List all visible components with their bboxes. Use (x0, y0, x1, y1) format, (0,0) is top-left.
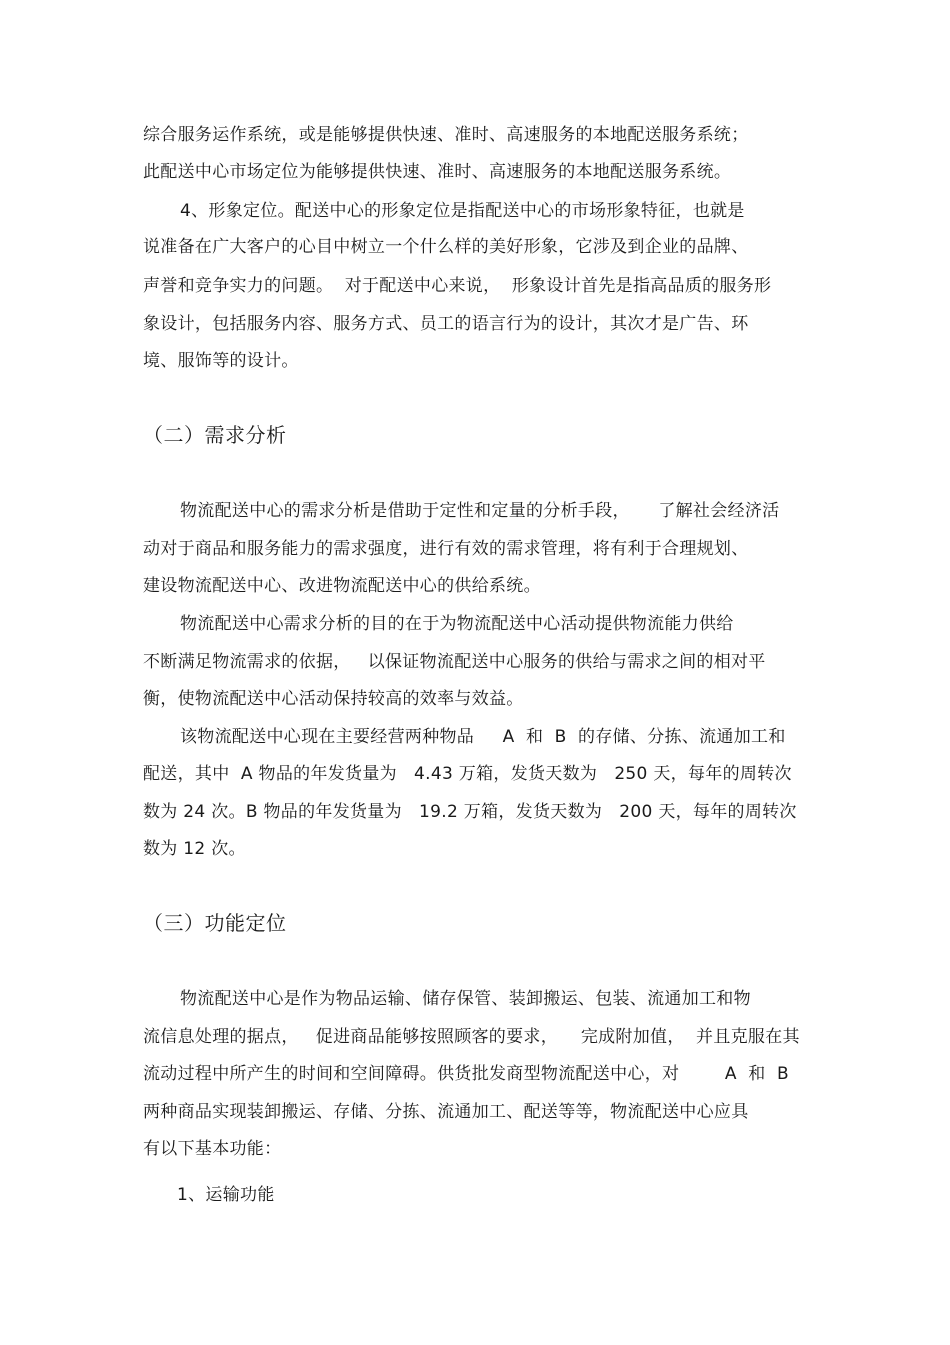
paragraph-line: 象设计，包括服务内容、服务方式、员工的语言行为的设计，其次才是广告、环 (143, 314, 749, 334)
paragraph-line: 配送，其中 A 物品的年发货量为 4.43 万箱，发货天数为 250 天，每年的周转次 (143, 764, 792, 784)
paragraph-line: 动对于商品和服务能力的需求强度，进行有效的需求管理，将有利于合理规划、 (143, 539, 749, 559)
paragraph-line: 数为 12 次。 (143, 839, 246, 859)
paragraph-line: 物流配送中心是作为物品运输、储存保管、装卸搬运、包装、流通加工和物 (180, 989, 751, 1009)
section-heading-demand-analysis: （二）需求分析 (143, 423, 287, 447)
paragraph-line: 不断满足物流需求的依据， 以保证物流配送中心服务的供给与需求之间的相对平 (143, 652, 766, 672)
paragraph-line: 4、形象定位。配送中心的形象定位是指配送中心的市场形象特征，也就是 (180, 201, 745, 221)
paragraph-line: 说准备在广大客户的心目中树立一个什么样的美好形象，它涉及到企业的品牌、 (143, 237, 749, 257)
section-heading-function-positioning: （三）功能定位 (143, 911, 287, 935)
paragraph-line: 此配送中心市场定位为能够提供快速、准时、高速服务的本地配送服务系统。 (143, 162, 732, 182)
list-item-transport-function: 1、运输功能 (177, 1185, 275, 1205)
paragraph-line: 流信息处理的据点， 促进商品能够按照顾客的要求， 完成附加值， 并且克服在其 (143, 1027, 800, 1047)
paragraph-line: 物流配送中心的需求分析是借助于定性和定量的分析手段， 了解社会经济活 (180, 501, 780, 521)
paragraph-line: 有以下基本功能： (143, 1139, 282, 1159)
paragraph-line: 该物流配送中心现在主要经营两种物品 A 和 B 的存储、分拣、流通加工和 (180, 727, 786, 747)
paragraph-line: 物流配送中心需求分析的目的在于为物流配送中心活动提供物流能力供给 (180, 614, 734, 634)
paragraph-line: 综合服务运作系统，或是能够提供快速、准时、高速服务的本地配送服务系统； (143, 125, 749, 145)
paragraph-line: 境、服饰等的设计。 (143, 351, 299, 371)
paragraph-line: 数为 24 次。B 物品的年发货量为 19.2 万箱，发货天数为 200 天，每年的周转次 (143, 802, 797, 822)
paragraph-line: 两种商品实现装卸搬运、存储、分拣、流通加工、配送等等，物流配送中心应具 (143, 1102, 749, 1122)
paragraph-line: 声誉和竞争实力的问题。 对于配送中心来说， 形象设计首先是指高品质的服务形 (143, 276, 772, 296)
paragraph-line: 流动过程中所产生的时间和空间障碍。供货批发商型物流配送中心，对 A 和 B (143, 1064, 789, 1084)
paragraph-line: 衡，使物流配送中心活动保持较高的效率与效益。 (143, 689, 524, 709)
paragraph-line: 建设物流配送中心、改进物流配送中心的供给系统。 (143, 576, 541, 596)
